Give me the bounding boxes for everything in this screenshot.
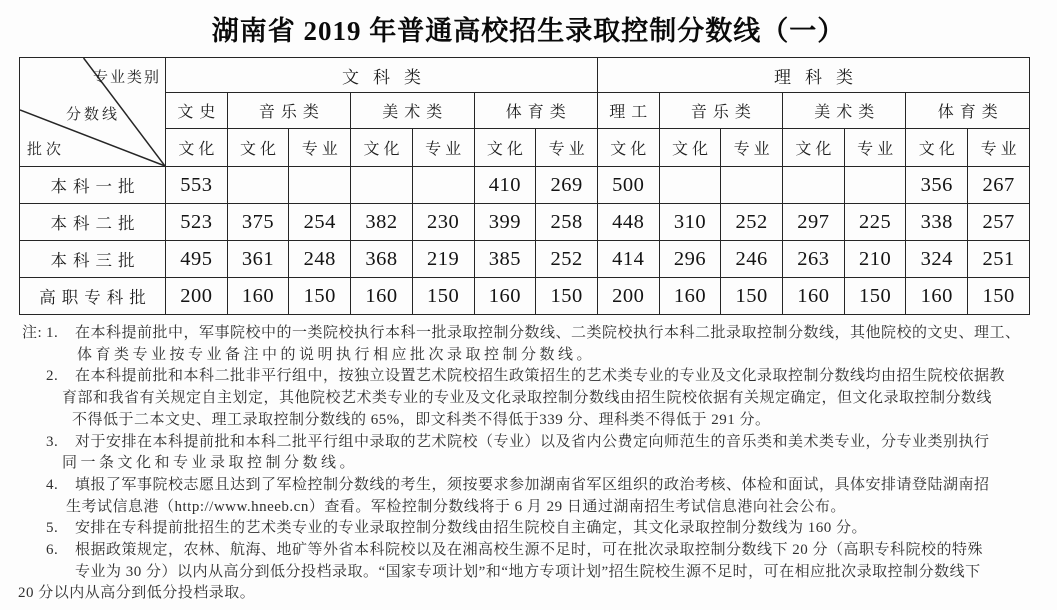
score-cell: 160	[227, 278, 289, 315]
score-cell: 385	[474, 241, 536, 278]
note-text: 专业为 30 分）以内从高分到低分投档录取。“国家专项计划”和“地方专项计划”招生院校生源不足时，可在相应批次录取控制分数线下	[75, 563, 981, 580]
note-line	[0, 345, 1057, 367]
note-number: 4.	[46, 476, 59, 493]
note-text: 体育类专业按专业备注中的说明执行相应批次录取控制分数线。	[77, 346, 596, 363]
note-line	[0, 475, 1057, 497]
score-cell	[659, 167, 721, 204]
note-line	[0, 518, 1057, 540]
score-cell: 200	[166, 278, 228, 315]
table-row	[20, 167, 1030, 204]
score-cell: 361	[227, 241, 289, 278]
note-text: 安排在专科提前批招生的艺术类专业的专业录取控制分数线由招生院校自主确定，其文化录取控制分数线为 160 分。	[75, 520, 868, 537]
score-cell: 150	[844, 278, 906, 315]
score-cell: 160	[659, 278, 721, 315]
score-cell: 500	[597, 167, 659, 204]
score-cell: 252	[721, 204, 783, 241]
score-cell: 225	[844, 204, 906, 241]
leaf-header: 专业	[844, 129, 906, 167]
table-row	[20, 278, 1030, 315]
notes-label: 注:	[22, 325, 43, 341]
score-cell: 399	[474, 204, 536, 241]
score-cell: 338	[906, 204, 968, 241]
score-cell: 258	[536, 204, 598, 241]
score-cell: 368	[351, 241, 413, 278]
note-text: 20 分以内从高分到低分投档录取。	[18, 585, 256, 602]
note-text: 在本科提前批和本科二批非平行组中，按独立设置艺术院校招生政策招生的艺术类专业的专业及文化录取控制分数线均由招生院校依据教	[75, 368, 1006, 385]
note-text: 生考试信息港（http://www.hneeb.cn）查看。军检控制分数线将于 6 月 29 日通过湖南招生考试信息港向社会公布。	[66, 498, 846, 515]
note-text: 在本科提前批中，军事院校中的一类院校执行本科一批录取控制分数线、二类院校执行本科二批录取控制分数线，其他院校的文史、理工、	[75, 325, 1021, 341]
group-header-science: 理科类	[597, 58, 1029, 93]
note-text: 根据政策规定，农林、航海、地矿等外省本科院校以及在湘高校生源不足时，可在批次录取控制分数线下 20 分（高职专科院校的特殊	[75, 542, 984, 559]
leaf-header: 文化	[351, 129, 413, 167]
score-cell: 296	[659, 241, 721, 278]
score-cell: 230	[412, 204, 474, 241]
subgroup-header-wenshi: 文史	[166, 93, 228, 129]
note-line	[0, 366, 1057, 388]
score-cell	[289, 167, 351, 204]
score-cell: 160	[474, 278, 536, 315]
score-cell	[351, 167, 413, 204]
group-header-liberal-arts: 文科类	[166, 58, 598, 93]
score-cell: 251	[968, 241, 1030, 278]
score-cell	[412, 167, 474, 204]
score-table	[19, 57, 1030, 315]
note-text: 不得低于二本文史、理工录取控制分数线的 65%，即文科类不得低于339 分、理科类不得低于 291 分。	[72, 411, 771, 428]
score-cell: 297	[783, 204, 845, 241]
score-cell: 382	[351, 204, 413, 241]
note-line	[0, 410, 1057, 432]
score-cell: 523	[166, 204, 228, 241]
note-line	[0, 323, 1057, 345]
note-line	[0, 562, 1057, 584]
leaf-header: 专业	[536, 129, 598, 167]
score-cell: 448	[597, 204, 659, 241]
leaf-header: 文化	[227, 129, 289, 167]
corner-label-scoreline: 分数线	[66, 107, 121, 123]
subgroup-header-ligong: 理工	[597, 93, 659, 129]
score-cell: 254	[289, 204, 351, 241]
score-cell: 200	[597, 278, 659, 315]
table-row	[20, 241, 1030, 278]
leaf-header: 文化	[783, 129, 845, 167]
subgroup-header-music-sci: 音乐类	[659, 93, 782, 129]
score-cell: 252	[536, 241, 598, 278]
score-cell: 310	[659, 204, 721, 241]
score-cell: 263	[783, 241, 845, 278]
note-line	[0, 453, 1057, 475]
leaf-header: 专业	[968, 129, 1030, 167]
corner-label-batch: 批次	[27, 142, 66, 158]
batch-row-label: 高职专科批	[20, 278, 166, 315]
score-cell: 160	[906, 278, 968, 315]
score-cell	[227, 167, 289, 204]
score-cell: 246	[721, 241, 783, 278]
score-cell: 324	[906, 241, 968, 278]
corner-label-category: 专业类别	[92, 70, 161, 86]
document-title: 湖南省 2019 年普通高校招生录取控制分数线（一）	[211, 16, 846, 46]
subgroup-header-fine-sci: 美术类	[783, 93, 906, 129]
note-number: 3.	[46, 433, 59, 450]
note-line	[0, 388, 1057, 410]
score-cell: 269	[536, 167, 598, 204]
note-line	[0, 497, 1057, 519]
note-line	[0, 432, 1057, 454]
score-cell: 257	[968, 204, 1030, 241]
note-number: 5.	[46, 520, 59, 537]
batch-row-label: 本科二批	[20, 204, 166, 241]
score-cell	[721, 167, 783, 204]
score-cell: 150	[289, 278, 351, 315]
note-text: 对于安排在本科提前批和本科二批平行组中录取的艺术院校（专业）以及省内公费定向师范生的音乐类和美术类专业，分专业类别执行	[75, 433, 990, 450]
score-cell: 553	[166, 167, 228, 204]
leaf-header: 文化	[166, 129, 228, 167]
score-cell: 495	[166, 241, 228, 278]
note-text: 育部和我省有关规定自主划定，其他院校艺术类专业的专业及文化录取控制分数线由招生院校依据有关规定确定，但文化录取控制分数线	[62, 390, 993, 407]
leaf-header: 专业	[412, 129, 474, 167]
subgroup-header-fine-arts: 美术类	[351, 93, 474, 129]
document-page	[0, 9, 1057, 610]
score-cell: 160	[783, 278, 845, 315]
note-line	[0, 583, 1057, 605]
score-cell: 219	[412, 241, 474, 278]
note-number: 2.	[46, 368, 59, 385]
score-cell	[844, 167, 906, 204]
corner-header-cell	[20, 58, 166, 167]
note-text: 填报了军事院校志愿且达到了军检控制分数线的考生，须按要求参加湖南省军区组织的政治考核、体检和面试，具体安排请登陆湖南招	[75, 476, 990, 493]
note-number: 6.	[46, 542, 59, 559]
score-cell: 150	[536, 278, 598, 315]
leaf-header: 专业	[289, 129, 351, 167]
note-text: 同一条文化和专业录取控制分数线。	[62, 455, 359, 472]
note-number: 1.	[46, 325, 59, 341]
score-cell: 160	[351, 278, 413, 315]
leaf-header: 专业	[721, 129, 783, 167]
score-cell: 267	[968, 167, 1030, 204]
leaf-header: 文化	[474, 129, 536, 167]
score-cell: 410	[474, 167, 536, 204]
batch-row-label: 本科一批	[20, 167, 166, 204]
score-cell: 414	[597, 241, 659, 278]
score-cell: 356	[906, 167, 968, 204]
score-cell: 248	[289, 241, 351, 278]
subgroup-header-sports-arts: 体育类	[474, 93, 597, 129]
score-cell: 210	[844, 241, 906, 278]
batch-row-label: 本科三批	[20, 241, 166, 278]
leaf-header: 文化	[659, 129, 721, 167]
score-cell: 150	[412, 278, 474, 315]
table-row	[20, 204, 1030, 241]
score-cell: 150	[968, 278, 1030, 315]
score-cell: 375	[227, 204, 289, 241]
subgroup-header-music-arts: 音乐类	[227, 93, 350, 129]
score-cell	[783, 167, 845, 204]
leaf-header: 文化	[906, 129, 968, 167]
score-cell: 150	[721, 278, 783, 315]
note-line	[0, 540, 1057, 562]
subgroup-header-sports-sci: 体育类	[906, 93, 1030, 129]
leaf-header: 文化	[597, 129, 659, 167]
notes-section	[0, 323, 1057, 605]
